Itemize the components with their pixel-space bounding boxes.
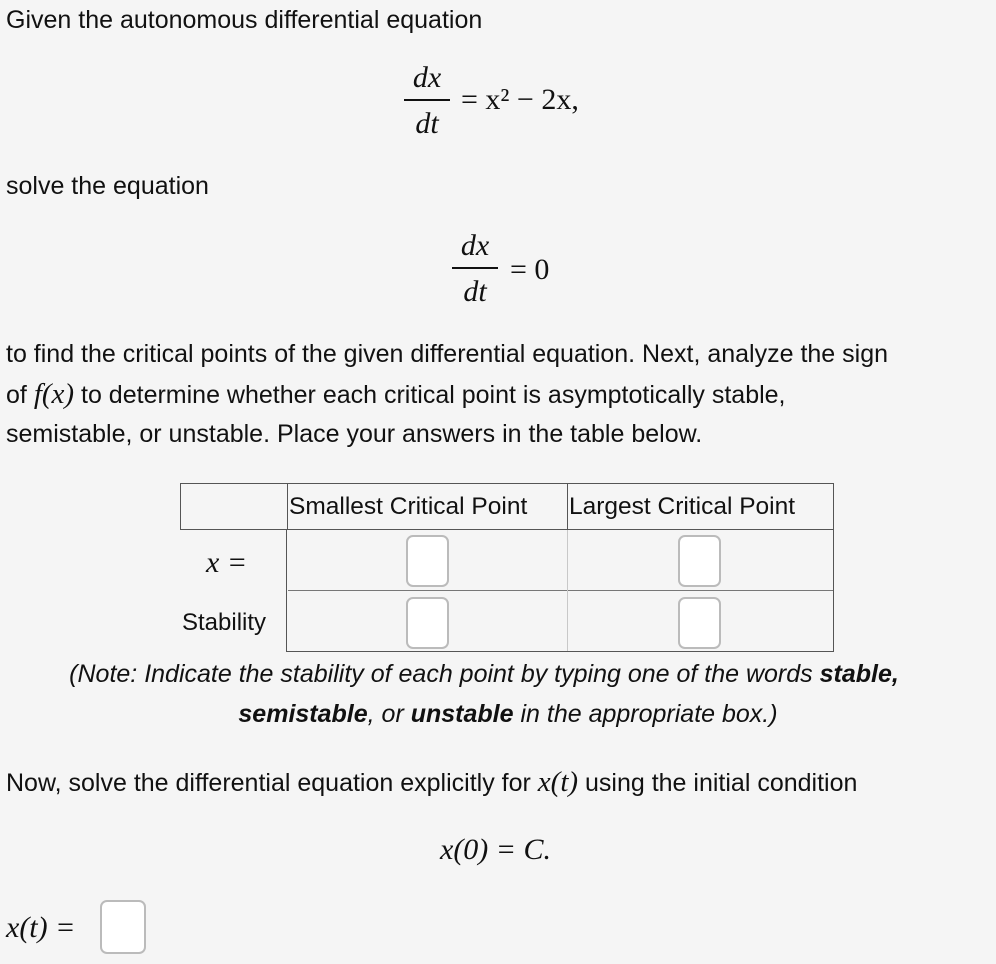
intro-given-text: Given the autonomous differential equation (6, 6, 483, 34)
critical-text-line1: to find the critical points of the given differential equation. Next, analyze the sign (6, 340, 889, 368)
equation1-fraction-bar (404, 99, 450, 101)
smallest-critical-point-input[interactable] (406, 535, 449, 587)
table-bottom-border (286, 651, 834, 652)
note-word-semistable: semistable (238, 700, 368, 728)
solve-explicit-text (6, 762, 857, 803)
table-label-col-divider (286, 530, 287, 652)
equation1-rhs: = x² − 2x, (461, 83, 579, 116)
solve-explicit-prefix: Now, solve the differential equation explicitly for (6, 769, 531, 797)
table-header-mid-divider (567, 483, 568, 530)
note-part1: (Note: Indicate the stability of each point by typing one of the words (69, 660, 820, 688)
largest-point-stability-input[interactable] (678, 597, 721, 649)
critical-text-line2-prefix: of (6, 381, 27, 409)
equation2-numerator: dx (460, 229, 490, 262)
xt-symbol: x(t) (537, 766, 579, 798)
row-label-x-equals: x = (206, 546, 248, 579)
table-header-divider (180, 529, 834, 530)
table-body-mid-divider (567, 530, 568, 651)
equation2-rhs: = 0 (510, 253, 550, 286)
table-header-col-divider (287, 483, 288, 530)
intro-solve-text: solve the equation (6, 172, 209, 200)
critical-points-table (180, 483, 834, 653)
equation2-denominator: dt (463, 275, 487, 308)
critical-text-line3: semistable, or unstable. Place your answers in the table below. (6, 420, 703, 448)
critical-text-line2 (6, 374, 786, 415)
initial-condition: x(0) = C. (440, 833, 552, 866)
critical-text-line2-suffix: to determine whether each critical point is asymptotically stable, (81, 381, 786, 409)
xt-solution-input[interactable] (100, 900, 146, 954)
note-part3: in the appropriate box.) (513, 700, 778, 728)
table-right-border (833, 483, 834, 652)
table-top-border (180, 483, 834, 484)
smallest-point-stability-input[interactable] (406, 597, 449, 649)
stability-note-line1 (0, 654, 982, 694)
solve-explicit-suffix: using the initial condition (585, 769, 858, 797)
note-word-stable: stable, (819, 660, 899, 688)
header-largest-critical-point: Largest Critical Point (569, 493, 796, 520)
note-word-unstable: unstable (410, 700, 514, 728)
header-smallest-critical-point: Smallest Critical Point (289, 493, 528, 520)
equation1-denominator: dt (415, 107, 439, 140)
stability-note-line2 (10, 694, 996, 734)
row-label-stability: Stability (182, 609, 267, 636)
largest-critical-point-input[interactable] (678, 535, 721, 587)
answer-label-xt: x(t) = (6, 911, 76, 944)
equation1-numerator: dx (412, 61, 442, 94)
table-left-border (180, 483, 181, 530)
equation2-fraction-bar (452, 267, 498, 269)
note-part2: , or (367, 700, 411, 728)
table-row-divider (288, 590, 834, 591)
fx-symbol: f(x) (33, 378, 75, 410)
